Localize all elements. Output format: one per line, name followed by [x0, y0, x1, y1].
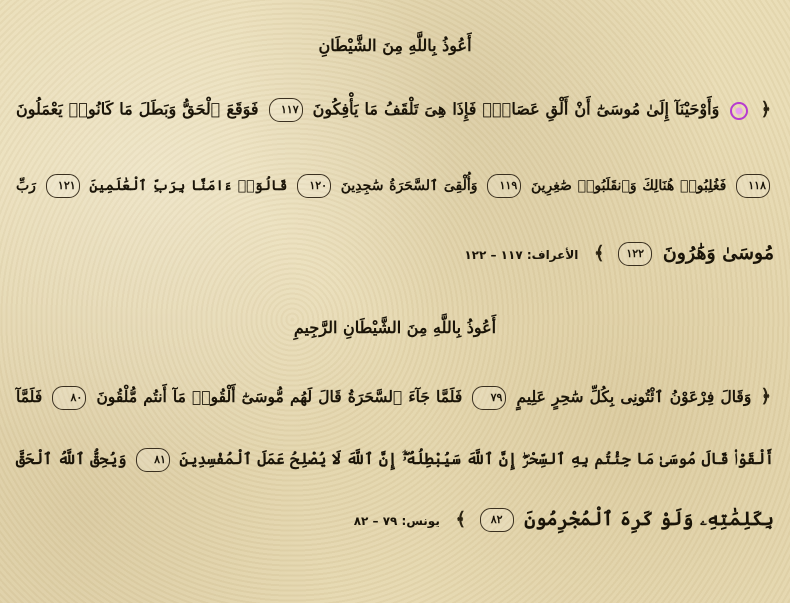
- verse-text: فَوَقَعَ ٱلْحَقُّ وَبَطَلَ مَا كَانُوا۟ يَعْمَلُونَ: [16, 99, 259, 119]
- verse-text: وَأُلْقِىَ ٱلسَّحَرَةُ سَٰجِدِينَ: [340, 178, 478, 194]
- surah-reference: يونس: ٧٩ – ٨٢: [353, 514, 440, 528]
- verse-line-4: [16, 386, 774, 410]
- verse-text: أَلْقَوْا۟ قَالَ مُوسَىٰ مَا جِئْتُم بِهِ ٱلسِّحْرُۖ إِنَّ ٱللَّهَ سَيُبْطِلُهُۥٓۖ إِنَّ ٱللَّهَ لَا يُصْلِحُ عَمَلَ ٱلْمُفْسِدِينَ: [179, 449, 774, 468]
- verse-text: فَغُلِبُوا۟ هُنَالِكَ وَٱنقَلَبُوا۟ صَٰغِرِينَ: [530, 178, 727, 194]
- verse-number-marker: ١٢١: [46, 174, 80, 198]
- verse-line-5: [16, 448, 774, 472]
- verse-text: وَأَوْحَيْنَآ إِلَىٰ مُوسَىٰٓ أَنْ أَلْقِ عَصَاكَۖ فَإِذَا هِىَ تَلْقَفُ مَا يَأْفِكُونَ: [312, 99, 720, 119]
- verse-line-6: [354, 508, 774, 532]
- ornate-close-bracket: ﴾: [455, 509, 467, 530]
- verse-number-marker: ١١٩: [487, 174, 521, 198]
- verse-line-2: [16, 174, 774, 198]
- verse-text: رَبِّ: [16, 178, 36, 194]
- verse-number-marker: ٨١: [136, 448, 170, 472]
- verse-text: فَلَمَّآ: [16, 387, 43, 406]
- verse-number-marker: ١١٨: [736, 174, 770, 198]
- verse-text: وَيُحِقُّ ٱللَّهُ ٱلْحَقَّ: [15, 449, 127, 468]
- verse-text: وَقَالَ فِرْعَوْنُ ٱئْتُونِى بِكُلِّ سَٰحِرٍ عَلِيمٍ: [516, 387, 752, 406]
- ornate-open-bracket: ﴿: [760, 98, 771, 120]
- verse-line-1: [16, 98, 774, 122]
- verse-number-marker: ١١٧: [269, 98, 303, 122]
- verse-number-marker: ١٢٢: [618, 242, 652, 266]
- taawwudh-heading-1: أَعُوذُ بِاللَّهِ مِنَ الشَّيْطَانِ: [318, 36, 472, 55]
- ornate-open-bracket: ﴿: [760, 386, 771, 407]
- verse-text: بِكَلِمَٰتِهِۦ وَلَوْ كَرِهَ ٱلْمُجْرِمُونَ: [524, 508, 774, 530]
- verse-text: قَالُوٓا۟ ءَامَنَّا بِرَبِّ ٱلْعَٰلَمِينَ: [89, 178, 288, 194]
- surah-reference: الأعراف: ١١٧ – ١٢٢: [464, 248, 579, 262]
- verse-text: مُوسَىٰ وَهَٰرُونَ: [662, 242, 774, 264]
- verse-line-3: [464, 242, 774, 266]
- taawwudh-heading-2: أَعُوذُ بِاللَّهِ مِنَ الشَّيْطَانِ الرَّجِيمِ: [293, 318, 497, 337]
- ornate-close-bracket: ﴾: [594, 243, 605, 264]
- verse-number-marker: ١٢٠: [297, 174, 331, 198]
- verse-number-marker: ٨٠: [52, 386, 86, 410]
- verse-number-marker: ٨٢: [480, 508, 514, 532]
- verse-text: فَلَمَّا جَآءَ ٱلسَّحَرَةُ قَالَ لَهُم مُّوسَىٰٓ أَلْقُوا۟ مَآ أَنتُم مُّلْقُونَ: [96, 387, 463, 406]
- sajdah-marker-icon: [729, 101, 747, 119]
- verse-number-marker: ٧٩: [472, 386, 506, 410]
